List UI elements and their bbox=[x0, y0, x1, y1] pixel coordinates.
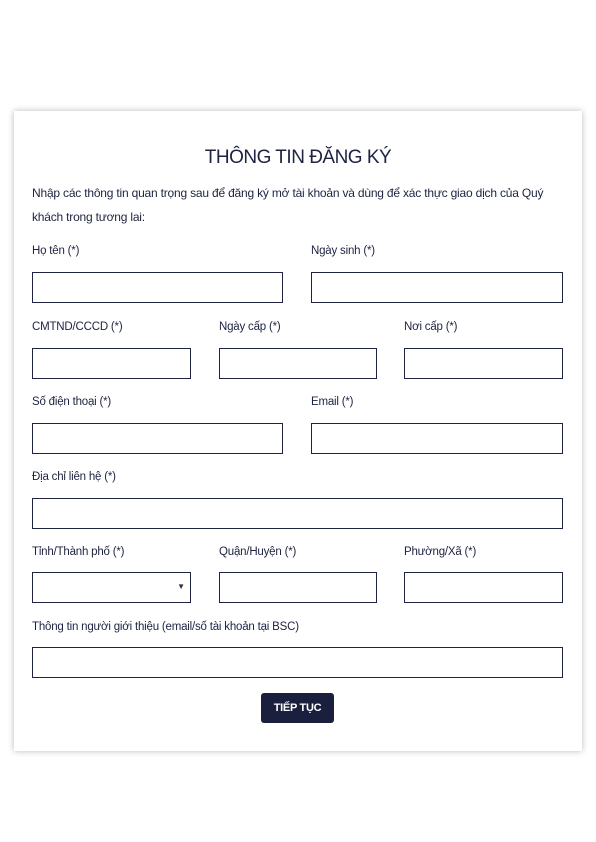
phone-field[interactable] bbox=[32, 423, 283, 454]
email-label: Email (*) bbox=[311, 396, 354, 408]
issue-date-field[interactable] bbox=[219, 348, 377, 379]
id-number-label: CMTND/CCCD (*) bbox=[32, 321, 123, 333]
registration-card bbox=[14, 111, 582, 751]
id-number-field[interactable] bbox=[32, 348, 191, 379]
district-field[interactable] bbox=[219, 572, 377, 603]
full-name-label: Họ tên (*) bbox=[32, 245, 80, 257]
continue-button[interactable]: TIẾP TỤC bbox=[261, 693, 334, 723]
issue-place-field[interactable] bbox=[404, 348, 563, 379]
full-name-field[interactable] bbox=[32, 272, 283, 303]
referrer-label: Thông tin người giới thiệu (email/số tài khoản tại BSC) bbox=[32, 621, 299, 633]
issue-place-label: Nơi cấp (*) bbox=[404, 321, 458, 333]
district-label: Quận/Huyện (*) bbox=[219, 546, 297, 558]
dob-field[interactable] bbox=[311, 272, 563, 303]
phone-label: Số điện thoại (*) bbox=[32, 396, 112, 408]
issue-date-label: Ngày cấp (*) bbox=[219, 321, 281, 333]
form-intro: Nhập các thông tin quan trọng sau để đăng ký mở tài khoản và dùng để xác thực giao dịch của Quý khách trong tương lai: bbox=[32, 186, 544, 224]
referrer-field[interactable] bbox=[32, 647, 563, 678]
chevron-down-icon: ▼ bbox=[177, 582, 185, 591]
dob-label: Ngày sinh (*) bbox=[311, 245, 375, 257]
province-label: Tỉnh/Thành phố (*) bbox=[32, 546, 125, 558]
email-field[interactable] bbox=[311, 423, 563, 454]
form-title: THÔNG TIN ĐĂNG KÝ bbox=[204, 147, 392, 168]
province-select[interactable] bbox=[32, 572, 191, 603]
address-label: Địa chỉ liên hệ (*) bbox=[32, 471, 116, 483]
ward-label: Phường/Xã (*) bbox=[404, 546, 477, 558]
ward-field[interactable] bbox=[404, 572, 563, 603]
address-field[interactable] bbox=[32, 498, 563, 529]
